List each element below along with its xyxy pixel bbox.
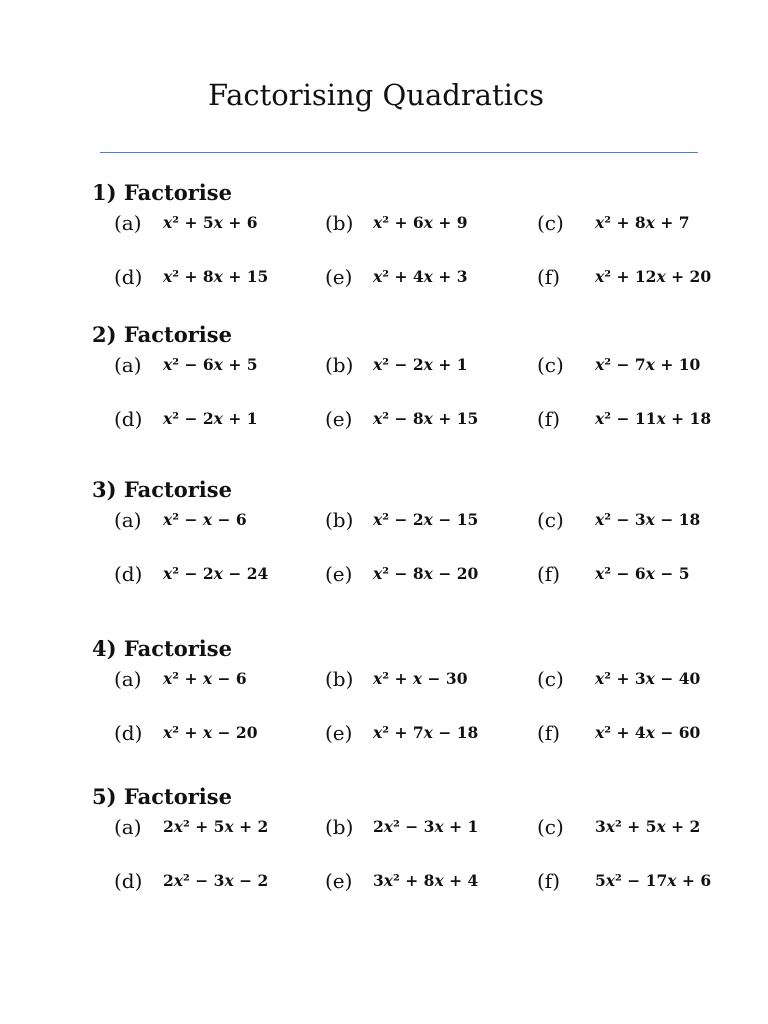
section-heading: 4) Factorise xyxy=(92,636,232,661)
question-letter: (e) xyxy=(325,407,353,431)
quadratic-expression: x² + 8x + 7 xyxy=(595,213,690,232)
quadratic-expression: 2x² + 5x + 2 xyxy=(163,817,269,836)
exercise-section xyxy=(92,320,732,458)
quadratic-expression: x² + 5x + 6 xyxy=(163,213,258,232)
question-row xyxy=(92,262,732,316)
quadratic-expression: x² + x − 30 xyxy=(373,669,468,688)
section-heading: 2) Factorise xyxy=(92,322,232,347)
quadratic-expression: x² − 11x + 18 xyxy=(595,409,712,428)
question-row xyxy=(92,404,732,458)
question-letter: (a) xyxy=(114,353,142,377)
quadratic-expression: x² − 6x + 5 xyxy=(163,355,258,374)
question-letter: (e) xyxy=(325,721,353,745)
question-letter: (e) xyxy=(325,265,353,289)
quadratic-expression: 3x² + 5x + 2 xyxy=(595,817,701,836)
section-heading: 1) Factorise xyxy=(92,180,232,205)
question-letter: (e) xyxy=(325,562,353,586)
question-letter: (a) xyxy=(114,211,142,235)
quadratic-expression: x² − 3x − 18 xyxy=(595,510,701,529)
quadratic-expression: x² + 6x + 9 xyxy=(373,213,468,232)
question-letter: (f) xyxy=(537,562,561,586)
quadratic-expression: 2x² − 3x + 1 xyxy=(373,817,479,836)
question-letter: (e) xyxy=(325,869,353,893)
question-letter: (c) xyxy=(537,667,564,691)
section-heading: 5) Factorise xyxy=(92,784,232,809)
question-row xyxy=(92,505,732,559)
page-title: Factorising Quadratics xyxy=(207,78,545,112)
question-letter: (b) xyxy=(325,211,354,235)
quadratic-expression: x² − 8x − 20 xyxy=(373,564,479,583)
quadratic-expression: 3x² + 8x + 4 xyxy=(373,871,479,890)
question-row xyxy=(92,664,732,718)
exercise-section xyxy=(92,475,732,613)
question-letter: (d) xyxy=(114,721,143,745)
exercise-section xyxy=(92,782,732,920)
question-letter: (a) xyxy=(114,667,142,691)
quadratic-expression: 5x² − 17x + 6 xyxy=(595,871,712,890)
question-letter: (d) xyxy=(114,869,143,893)
question-letter: (b) xyxy=(325,353,354,377)
question-letter: (f) xyxy=(537,265,561,289)
question-letter: (f) xyxy=(537,721,561,745)
question-letter: (b) xyxy=(325,667,354,691)
question-letter: (c) xyxy=(537,353,564,377)
title-divider xyxy=(100,152,698,153)
question-row xyxy=(92,812,732,866)
quadratic-expression: x² − 2x + 1 xyxy=(163,409,258,428)
question-letter: (a) xyxy=(114,815,142,839)
exercise-section xyxy=(92,634,732,772)
question-letter: (c) xyxy=(537,815,564,839)
quadratic-expression: x² − 2x − 24 xyxy=(163,564,269,583)
question-letter: (d) xyxy=(114,265,143,289)
question-row xyxy=(92,350,732,404)
quadratic-expression: 2x² − 3x − 2 xyxy=(163,871,269,890)
question-row xyxy=(92,718,732,772)
quadratic-expression: x² − 6x − 5 xyxy=(595,564,690,583)
question-letter: (a) xyxy=(114,508,142,532)
section-heading: 3) Factorise xyxy=(92,477,232,502)
quadratic-expression: x² + x − 6 xyxy=(163,669,247,688)
question-row xyxy=(92,866,732,920)
quadratic-expression: x² − 2x − 15 xyxy=(373,510,479,529)
quadratic-expression: x² + x − 20 xyxy=(163,723,258,742)
question-letter: (b) xyxy=(325,815,354,839)
question-row xyxy=(92,559,732,613)
question-letter: (d) xyxy=(114,562,143,586)
quadratic-expression: x² − 7x + 10 xyxy=(595,355,701,374)
question-letter: (b) xyxy=(325,508,354,532)
question-row xyxy=(92,208,732,262)
quadratic-expression: x² − 8x + 15 xyxy=(373,409,479,428)
question-letter: (f) xyxy=(537,407,561,431)
quadratic-expression: x² − 2x + 1 xyxy=(373,355,468,374)
quadratic-expression: x² + 4x + 3 xyxy=(373,267,468,286)
exercise-section xyxy=(92,178,732,316)
quadratic-expression: x² + 3x − 40 xyxy=(595,669,701,688)
quadratic-expression: x² − x − 6 xyxy=(163,510,247,529)
question-letter: (d) xyxy=(114,407,143,431)
quadratic-expression: x² + 12x + 20 xyxy=(595,267,712,286)
quadratic-expression: x² + 4x − 60 xyxy=(595,723,701,742)
quadratic-expression: x² + 7x − 18 xyxy=(373,723,479,742)
question-letter: (c) xyxy=(537,508,564,532)
question-letter: (c) xyxy=(537,211,564,235)
quadratic-expression: x² + 8x + 15 xyxy=(163,267,269,286)
question-letter: (f) xyxy=(537,869,561,893)
